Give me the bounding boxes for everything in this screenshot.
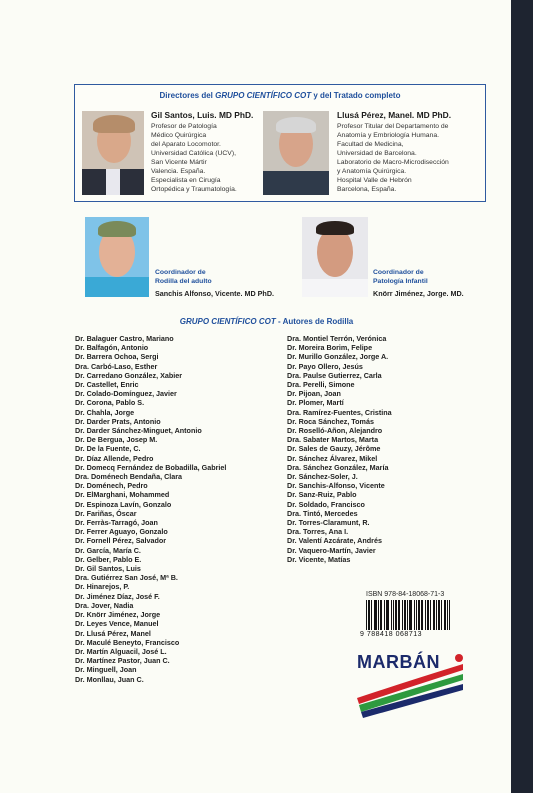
author-entry: Dr. Plomer, Martí [287, 398, 344, 408]
author-entry: Dr. Vaquero-Martín, Javier [287, 545, 376, 555]
barcode-bar [407, 600, 408, 630]
barcode-bar [368, 600, 369, 630]
author-entry: Dr. Barrera Ochoa, Sergi [75, 352, 159, 362]
author-entry: Dr. Corona, Pablo S. [75, 398, 145, 408]
director-right-name: Llusá Pérez, Manel. MD PhD. [337, 110, 452, 120]
book-spine-edge [511, 0, 533, 793]
author-entry: Dr. ElMarghani, Mohammed [75, 490, 170, 500]
directors-title-bold: Tratado [333, 91, 363, 100]
barcode-bar [410, 600, 411, 630]
coordinator-left-name: Sanchis Alfonso, Vicente. MD PhD. [155, 289, 275, 298]
author-entry: Dr. Sanchis-Alfonso, Vicente [287, 481, 385, 491]
author-entry: Dr. Gelber, Pablo E. [75, 554, 142, 564]
barcode-bar [404, 600, 405, 630]
author-entry: Dr. Leyes Vence, Manuel [75, 619, 159, 629]
coordinator-right-label: Coordinador de Patología Infantil [373, 269, 428, 285]
author-entry: Dra. Ramírez-Fuentes, Cristina [287, 407, 392, 417]
author-entry: Dra. Sabater Martos, Marta [287, 435, 379, 445]
barcode-bar [414, 600, 415, 630]
barcode-bar [387, 600, 388, 630]
author-entry: Dr. De Bergua, Josep M. [75, 435, 158, 445]
author-entry: Dr. Balaguer Castro, Mariano [75, 334, 174, 343]
barcode-bar [374, 600, 375, 630]
barcode-bar [434, 600, 435, 630]
author-entry: Dr. Maculé Beneyto, Francisco [75, 637, 180, 647]
isbn-barcode [366, 600, 450, 630]
barcode-bar [402, 600, 403, 630]
author-entry: Dra. Tintó, Mercedes [287, 508, 358, 518]
author-entry: Dr. Sanz-Ruiz, Pablo [287, 490, 357, 500]
barcode-bar [427, 600, 428, 630]
author-entry: Dr. Hinarejos, P. [75, 582, 130, 592]
barcode-bar [386, 600, 387, 630]
barcode-bar [378, 600, 379, 630]
author-entry: Dr. Knörr Jiménez, Jorge [75, 610, 161, 620]
barcode-bar [388, 600, 389, 630]
barcode-bar [391, 600, 392, 630]
author-entry: Dr. Fariñas, Óscar [75, 508, 137, 518]
author-entry: Dr. Torres-Claramunt, R. [287, 518, 370, 528]
barcode-bar [421, 600, 422, 630]
author-entry: Dr. Murillo González, Jorge A. [287, 352, 389, 362]
author-entry: Dra. Doménech Bendaña, Clara [75, 472, 183, 482]
author-entry: Dr. Ferrer Aguayo, Gonzalo [75, 527, 168, 537]
publisher-logo-text: MARBÁN [357, 652, 440, 672]
director-left-description: Profesor de Patología Médico Quirúrgica del Aparato Locomotor. Universidad Católica (UCV), San Vicente Mártir Valencia. España. Especialista en Cirugía Ortopédica y Traumatología. [151, 123, 237, 193]
directors-box [74, 84, 486, 202]
barcode-bar [384, 600, 385, 630]
barcode-bar [436, 600, 437, 630]
director-right-description: Profesor Titular del Departamento de Anatomía y Embriología Humana. Facultad de Medicina, Universidad de Barcelona. Laboratorio de Macro-Microdisección y Anatomía Quirúrgica. Hospital Valle de Hebrón Barcelona, España. [337, 123, 449, 193]
author-entry: Dr. Jiménez Díaz, José F. [75, 591, 160, 601]
authors-title-cot: GRUPO CIENTÍFICO COT [179, 317, 276, 326]
barcode-bar [445, 600, 446, 630]
directors-title [75, 91, 485, 100]
barcode-bar [433, 600, 434, 630]
author-entry: Dr. Martínez Pastor, Juan C. [75, 656, 170, 666]
barcode-bar [366, 600, 367, 630]
directors-title-mid: y del [311, 91, 334, 100]
coordinator-right-name: Knörr Jiménez, Jorge. MD. [373, 289, 464, 298]
author-entry: Dra. Paulse Gutierrez, Carla [287, 370, 382, 380]
barcode-bar [438, 600, 439, 630]
publisher-logo [355, 652, 467, 718]
barcode-bar [411, 600, 412, 630]
author-entry: Dra. Gutiérrez San José, Mª B. [75, 573, 178, 583]
author-entry: Dr. Soldado, Francisco [287, 499, 365, 509]
barcode-bar [425, 600, 426, 630]
barcode-bar [371, 600, 372, 630]
author-entry: Dr. Darder Sánchez-Minguet, Antonio [75, 426, 202, 436]
coordinator-left-label: Coordinador de Rodilla del adulto [155, 269, 212, 285]
barcode-bar [396, 600, 397, 630]
author-entry: Dr. Fornell Pérez, Salvador [75, 536, 167, 546]
barcode-bar [419, 600, 420, 630]
author-entry: Dra. Jover, Nadia [75, 600, 134, 610]
author-entry: Dr. Pijoan, Joan [287, 389, 341, 399]
author-entry: Dr. Balfagón, Antonio [75, 343, 149, 353]
author-entry: Dr. Roca Sánchez, Tomás [287, 416, 374, 426]
author-entry: Dr. Sales de Gauzy, Jérôme [287, 444, 381, 454]
barcode-bar [376, 600, 377, 630]
directors-title-prefix: Directores del [159, 91, 216, 100]
author-entry: Dr. Doménech, Pedro [75, 481, 148, 491]
coordinator-portrait-right [302, 217, 368, 297]
author-entry: Dr. Sánchez-Soler, J. [287, 472, 358, 482]
barcode-bar [393, 600, 394, 630]
authors-column-right [287, 334, 392, 564]
barcode-bar [409, 600, 410, 630]
barcode-bar [447, 600, 448, 630]
barcode-bar [428, 600, 429, 630]
author-entry: Dra. Perelli, Simone [287, 380, 355, 390]
author-entry: Dr. Colado-Domínguez, Javier [75, 389, 177, 399]
author-entry: Dr. Moreira Borim, Felipe [287, 343, 373, 353]
author-entry: Dr. Payo Ollero, Jesús [287, 361, 363, 371]
author-entry: Dr. Vicente, Matías [287, 554, 351, 564]
barcode-bar [422, 600, 423, 630]
barcode-bar [444, 600, 445, 630]
author-entry: Dr. De la Fuente, C. [75, 444, 141, 454]
author-entry: Dr. Chahla, Jorge [75, 407, 135, 417]
barcode-bar [380, 600, 381, 630]
author-entry: Dr. Sánchez Álvarez, Mikel [287, 453, 378, 463]
barcode-bar [418, 600, 419, 630]
author-entry: Dr. Darder Prats, Antonio [75, 416, 161, 426]
author-entry: Dra. Torres, Ana I. [287, 527, 349, 537]
barcode-bar [395, 600, 396, 630]
author-entry: Dr. Valentí Azcárate, Andrés [287, 536, 382, 546]
isbn-barcode-digits: 9 788418 068713 [360, 631, 422, 638]
authors-title-suffix: - Autores de Rodilla [275, 317, 354, 326]
author-entry: Dr. Díaz Allende, Pedro [75, 453, 154, 463]
barcode-bar [375, 600, 376, 630]
barcode-bar [439, 600, 440, 630]
coordinator-portrait-left [85, 217, 149, 297]
author-entry: Dra. Carbó-Laso, Esther [75, 361, 158, 371]
isbn-label: ISBN 978-84-18068-71-3 [366, 591, 445, 598]
directors-title-cot: GRUPO CIENTÍFICO COT [215, 91, 312, 100]
barcode-bar [441, 600, 442, 630]
director-left-name: Gil Santos, Luis. MD PhD. [151, 110, 254, 120]
barcode-bar [369, 600, 370, 630]
authors-column-left [75, 334, 226, 684]
author-entry: Dr. Monllau, Juan C. [75, 674, 144, 684]
author-entry: Dr. García, María C. [75, 545, 141, 555]
barcode-bar [430, 600, 431, 630]
author-entry: Dr. Ferràs-Tarragó, Joan [75, 518, 158, 528]
directors-title-suffix: completo [362, 91, 401, 100]
author-entry: Dr. Gil Santos, Luis [75, 564, 141, 574]
author-entry: Dra. Montiel Terrón, Verónica [287, 334, 387, 343]
author-entry: Dr. Llusá Pérez, Manel [75, 628, 151, 638]
author-entry: Dr. Carredano González, Xabier [75, 370, 183, 380]
barcode-bar [398, 600, 399, 630]
barcode-bar [449, 600, 450, 630]
barcode-bar [416, 600, 417, 630]
author-entry: Dr. Martín Alguacil, José L. [75, 646, 167, 656]
author-entry: Dra. Sánchez González, María [287, 462, 389, 472]
barcode-bar [405, 600, 406, 630]
author-entry: Dr. Espinoza Lavín, Gonzalo [75, 499, 172, 509]
director-portrait-left [82, 111, 144, 195]
barcode-bar [381, 600, 382, 630]
barcode-bar [399, 600, 400, 630]
author-entry: Dr. Minguell, Joan [75, 665, 137, 675]
authors-title [0, 317, 533, 326]
author-entry: Dr. Roselló-Añon, Alejandro [287, 426, 383, 436]
author-entry: Dr. Domecq Fernández de Bobadilla, Gabriel [75, 462, 227, 472]
director-portrait-right [263, 111, 329, 195]
author-entry: Dr. Castellet, Enric [75, 380, 139, 390]
